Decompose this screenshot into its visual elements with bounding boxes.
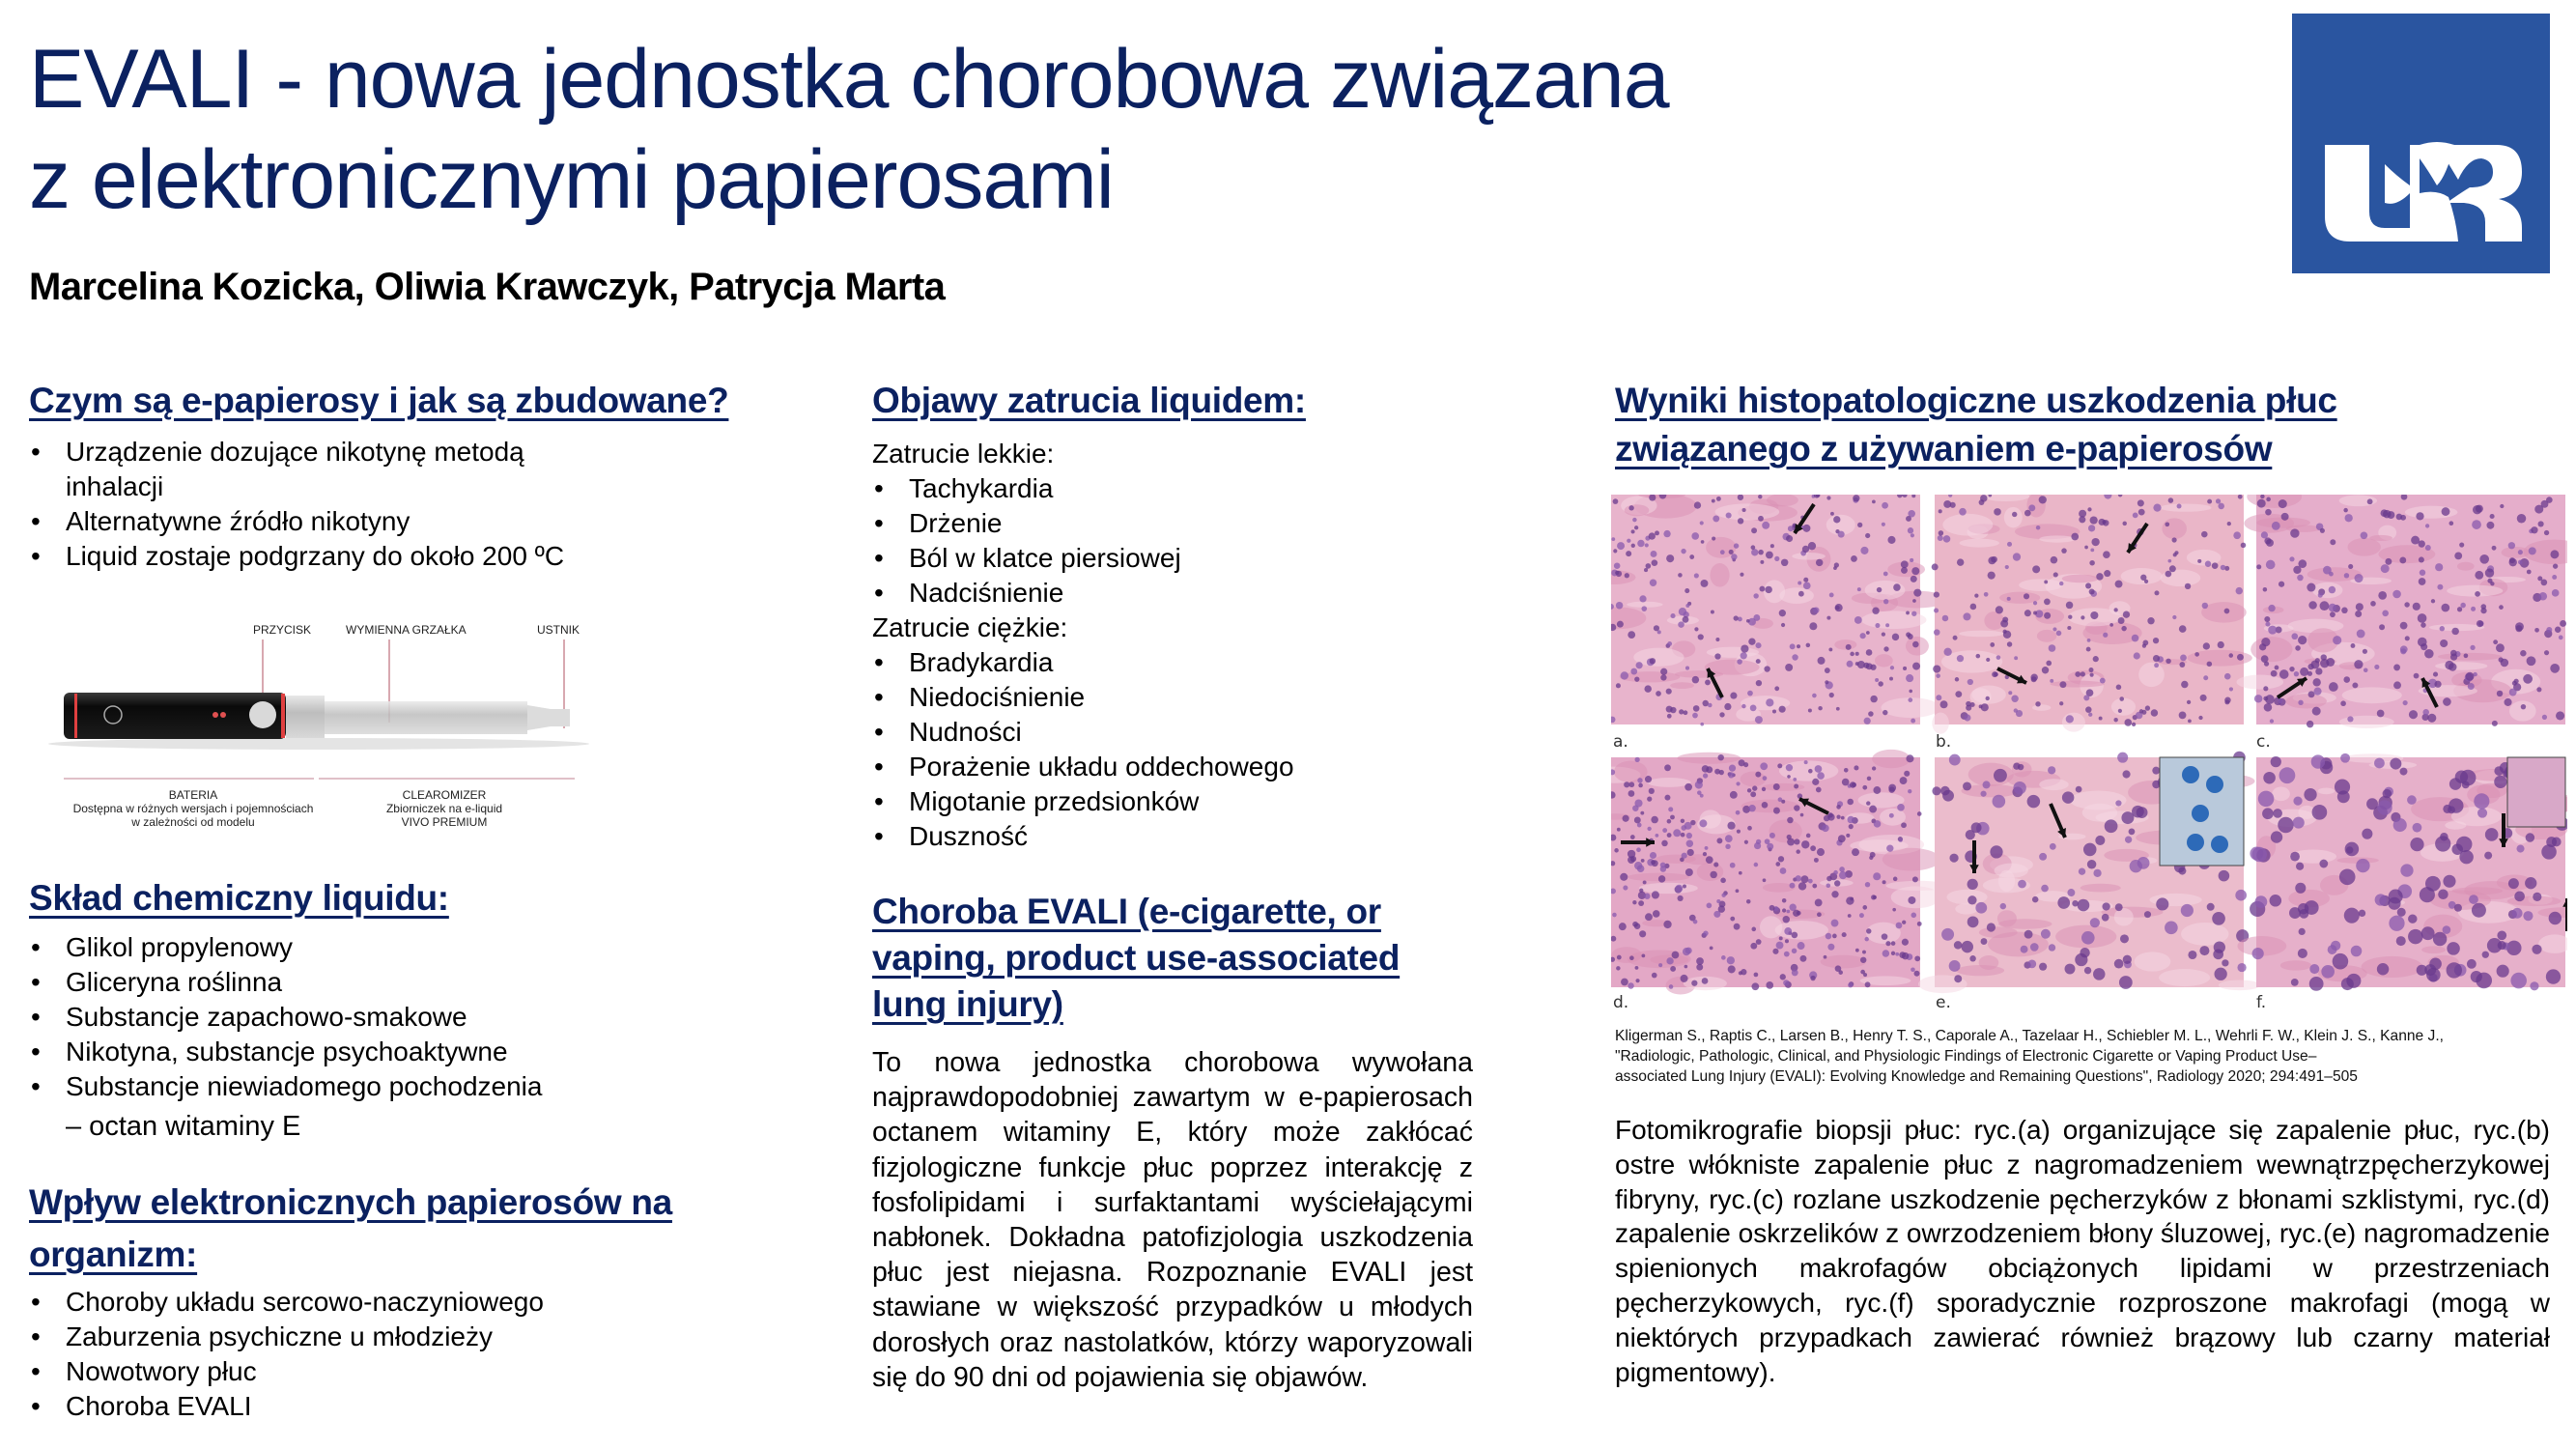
list-item: • Porażenie układu oddechowego <box>872 750 1413 784</box>
list-item: • Bradykardia <box>872 645 1413 680</box>
list-item: • Duszność <box>872 819 1413 854</box>
inset-cell <box>2192 805 2209 822</box>
section-heading-poisoning-symptoms: Objawy zatrucia liquidem: <box>872 381 1306 420</box>
heading-line: Choroba EVALI (e-cigarette, or <box>872 892 1381 931</box>
panel-label-b: b. <box>1936 732 1952 752</box>
clearomizer-desc-1: Zbiorniczek na e-liquid <box>385 802 503 815</box>
list-item: • Nowotwory płuc <box>29 1354 647 1389</box>
list-item: • Choroba EVALI <box>29 1389 647 1424</box>
section-heading-what-are-ecigarettes: Czym są e-papierosy i jak są zbudowane? <box>29 381 729 420</box>
histology-micrographs <box>1611 495 2567 1016</box>
battery-desc-2: w zależności od modelu <box>131 815 255 829</box>
clearomizer-title: CLEAROMIZER <box>402 788 487 802</box>
heading-line: Wpływ elektronicznych papierosów na <box>29 1182 672 1222</box>
panel-label-c: c. <box>2256 732 2271 752</box>
list-item: • Glikol propylenowy <box>29 930 647 965</box>
list-item: • Alternatywne źródło nikotyny <box>29 504 589 539</box>
micrograph-panel-d <box>1611 750 1951 995</box>
mild-poisoning-label: Zatrucie lekkie: <box>872 439 1055 469</box>
heading-line: lung injury) <box>872 984 1063 1024</box>
label-mouthpiece: USTNIK <box>537 623 580 637</box>
battery-desc-1: Dostępna w różnych wersjach i pojemnościach <box>72 802 314 815</box>
vitamin-e-note: – octan witaminy E <box>66 1111 301 1142</box>
list-item: • Tachykardia <box>872 471 1413 506</box>
panel-label-e: e. <box>1936 993 1951 1012</box>
university-logo <box>2292 14 2550 273</box>
list-item: • Nudności <box>872 715 1413 750</box>
inset-cell <box>2187 834 2204 851</box>
battery-title: BATERIA <box>168 788 218 802</box>
panel-label-d: d. <box>1613 993 1629 1012</box>
list-item: • Gliceryna roślinna <box>29 965 647 1000</box>
inset-panel-f <box>2507 757 2565 827</box>
citation-line: "Radiologic, Pathologic, Clinical, and Physiologic Findings of Electronic Cigarette or Vaping Product Use– <box>1615 1048 2317 1065</box>
health-effects-list <box>29 1285 647 1424</box>
heading-line: organizm: <box>29 1235 198 1274</box>
title-line-1: EVALI - nowa jednostka chorobowa związana <box>29 33 1669 126</box>
ur-logo-icon <box>2292 14 2550 273</box>
clearomizer-desc-2: VIVO PREMIUM <box>401 815 488 829</box>
heading-line: vaping, product use-associated <box>872 938 1401 978</box>
liquid-composition-list <box>29 930 647 1104</box>
citation-line: associated Lung Injury (EVALI): Evolving Knowledge and Remaining Questions", Radiology 2020; 294:491–505 <box>1615 1068 2358 1085</box>
micrograph-panel-a <box>1611 495 1947 725</box>
poster-title <box>29 29 1669 230</box>
citation <box>1615 1026 2571 1087</box>
inset-cell <box>2211 836 2228 853</box>
inset-cell <box>2206 776 2223 793</box>
list-item: • Ból w klatce piersiowej <box>872 541 1413 576</box>
figure-caption: Fotomikrografie biopsji płuc: ryc.(a) organizujące się zapalenie płuc, ryc.(b) ostre włókniste zapalenie płuc z nagromadzeniem wewnątrzpęcherzykowej fibryny, ryc.(c) rozlane uszkodzenie pęcherzyków z błonami szklistymi, ryc.(d) zapalenie oskrzelików z owrzodzeniem błony śluzowej, ryc.(e) nagromadzenie spienionych makrofagów obciążonych lipidami w przestrzeniach pęcherzykowych, ryc.(f) sporadycznie rozproszone makrofagi (mogą w niektórych przypadkach zawierać również brązowy lub czarny materiał pigmentowy). <box>1615 1115 2550 1387</box>
evali-description: To nowa jednostka chorobowa wywołana najprawdopodobniej zawartym w e-papierosach octanem witaminy E, który może zakłócać fizjologiczne funkcje płuc poprzez interakcję z fosfolipidami i surfaktantami wyściełającymi nabłonek. Dokładna patofizjologia uszkodzenia płuc jest niejasna. Rozpoznanie EVALI jest stawiane w większość przypadków u młodych dorosłych oraz nastolatków, którzy waporyzowali się do 90 dni od pojawienia się objawów. <box>872 1047 1473 1393</box>
list-item: • Zaburzenia psychiczne u młodzieży <box>29 1320 647 1354</box>
list-item: • Nikotyna, substancje psychoaktywne <box>29 1035 647 1069</box>
section-heading-histopathology <box>1615 377 2337 473</box>
heading-line: związanego z używaniem e-papierosów <box>1615 429 2273 469</box>
histology-figure <box>1611 495 2567 1016</box>
label-button: PRZYCISK <box>253 623 312 637</box>
panel-label-a: a. <box>1613 732 1628 752</box>
citation-line: Kligerman S., Raptis C., Larsen B., Henry T. S., Caporale A., Tazelaar H., Schiebler M. L., Wehrli F. W., Klein J. S., Kanne J., <box>1615 1028 2445 1044</box>
list-item: • Niedociśnienie <box>872 680 1413 715</box>
ecigarette-definition-list <box>29 435 589 574</box>
micrograph-panel-b <box>1932 495 2252 734</box>
mild-symptoms-list <box>872 471 1413 611</box>
ecigarette-diagram <box>39 609 609 840</box>
inset-cell <box>2182 766 2199 783</box>
list-item: • Substancje zapachowo-smakowe <box>29 1000 647 1035</box>
label-heater: WYMIENNA GRZAŁKA <box>346 623 467 637</box>
section-heading-evali <box>872 889 1400 1028</box>
heading-line: Wyniki histopatologiczne uszkodzenia płuc <box>1615 381 2337 420</box>
list-item: • Substancje niewiadomego pochodzenia <box>29 1069 647 1104</box>
section-heading-effects <box>29 1177 672 1281</box>
title-line-2: z elektronicznymi papierosami <box>29 133 1114 226</box>
list-item: • Drżenie <box>872 506 1413 541</box>
list-item: • Urządzenie dozujące nikotynę metodą inhalacji <box>29 435 589 504</box>
list-item: • Choroby układu sercowo-naczyniowego <box>29 1285 647 1320</box>
list-item: • Migotanie przedsionków <box>872 784 1413 819</box>
list-item: • Liquid zostaje podgrzany do około 200 ºC <box>29 539 589 574</box>
section-heading-liquid-composition: Skład chemiczny liquidu: <box>29 878 449 918</box>
authors: Marcelina Kozicka, Oliwia Krawczyk, Patrycja Marta <box>29 266 946 308</box>
severe-poisoning-label: Zatrucie ciężkie: <box>872 612 1068 642</box>
panel-label-f: f. <box>2256 993 2267 1012</box>
list-item: • Nadciśnienie <box>872 576 1413 611</box>
severe-symptoms-list <box>872 645 1413 854</box>
